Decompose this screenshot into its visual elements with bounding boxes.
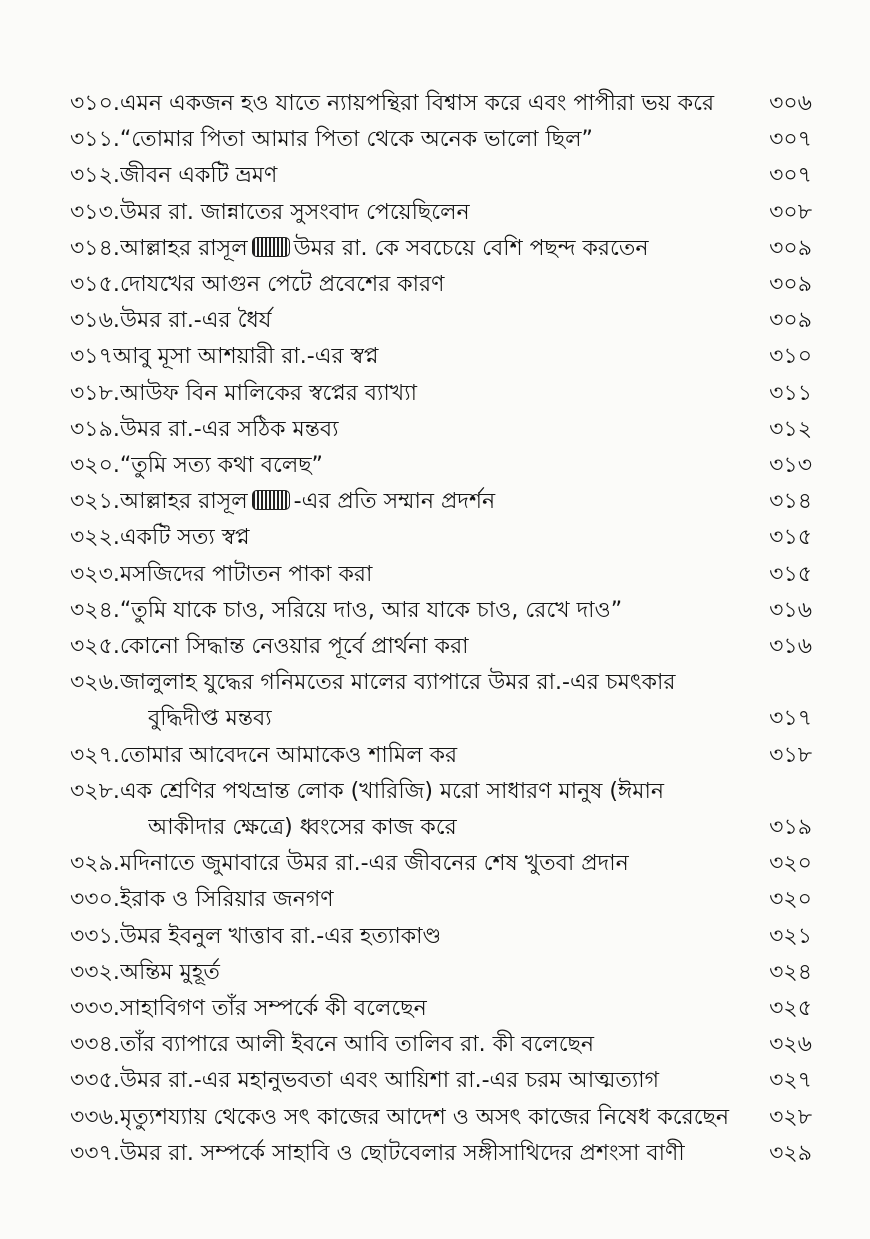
entry-page: ৩২০: [769, 887, 812, 913]
entry-title: আবু মূসা আশয়ারী রা.-এর স্বপ্ন: [112, 344, 379, 370]
entry-number: ৩৩২.: [70, 959, 120, 985]
entry-number: ৩২২.: [70, 525, 120, 551]
entry-page: ৩১৯: [769, 815, 812, 841]
entry-page: ৩০৮: [769, 199, 812, 225]
entry-number: ৩২০.: [70, 453, 120, 479]
entry-title: মৃত্যুশয্যায় থেকেও সৎ কাজের আদেশ ও অসৎ কাজের নিষেধ করেছেন: [119, 1104, 730, 1130]
entry-title: তাঁর ব্যাপারে আলী ইবনে আবি তালিব রা. কী বলেছেন: [119, 1032, 595, 1058]
entry-page: ৩০৭: [769, 127, 812, 153]
entry-title: দোযখের আগুন পেটে প্রবেশের কারণ: [119, 272, 445, 298]
entry-number: ৩২৩.: [70, 561, 120, 587]
entry-page: ৩১২: [769, 416, 812, 442]
toc-entry-322[interactable]: [70, 520, 812, 556]
toc-entry-325[interactable]: [70, 629, 812, 665]
entry-page: ৩১৫: [769, 561, 812, 587]
entry-title: “তুমি যাকে চাও, সরিয়ে দাও, আর যাকে চাও, রেখে দাও”: [119, 597, 623, 623]
toc-entry-334[interactable]: [70, 1027, 812, 1063]
entry-title: উমর রা.-এর ধৈর্য: [119, 308, 272, 334]
entry-page: ৩২৮: [769, 1104, 812, 1130]
entry-title: তোমার আবেদনে আমাকেও শামিল কর: [119, 742, 458, 768]
entry-number: ৩৩১.: [70, 923, 120, 949]
entry-page: ৩২৬: [769, 1032, 812, 1058]
entry-title: মদিনাতে জুমাবারে উমর রা.-এর জীবনের শেষ খুতবা প্রদান: [119, 851, 629, 877]
toc-entry-324[interactable]: [70, 593, 812, 629]
entry-page: ৩১৭: [769, 706, 812, 732]
entry-title: মসজিদের পাটাতন পাকা করা: [119, 561, 373, 587]
entry-title: কোনো সিদ্ধান্ত নেওয়ার পূর্বে প্রার্থনা করা: [119, 634, 469, 660]
toc-entry-314[interactable]: [70, 231, 812, 267]
toc-entry-335[interactable]: [70, 1063, 812, 1099]
toc-entry-310[interactable]: [70, 86, 812, 122]
entry-page: ৩২৪: [769, 959, 812, 985]
entry-title: “তুমি সত্য কথা বলেছ”: [119, 453, 323, 479]
entry-page: ৩০৭: [769, 163, 812, 189]
toc-entry-317[interactable]: [70, 339, 812, 375]
toc-entry-323[interactable]: [70, 557, 812, 593]
entry-number: ৩১৩.: [70, 199, 120, 225]
entry-page: ৩১৫: [769, 525, 812, 551]
entry-number: ৩৩৩.: [70, 996, 120, 1022]
entry-number: ৩১৪.: [70, 235, 120, 261]
entry-page: ৩২১: [769, 923, 812, 949]
entry-page: ৩১৮: [769, 742, 812, 768]
entry-page: ৩১৬: [769, 597, 812, 623]
entry-title: অন্তিম মুহূর্ত: [119, 959, 220, 985]
entry-number: ৩২৮.: [70, 778, 120, 804]
entry-page: ৩২৯: [769, 1140, 812, 1166]
toc-entry-336[interactable]: [70, 1100, 812, 1136]
entry-title: [120, 484, 765, 520]
entry-title: উমর ইবনুল খাত্তাব রা.-এর হত্যাকাণ্ড: [119, 923, 442, 949]
entry-number: ৩১০.: [70, 91, 120, 116]
entry-number: ৩২৬.: [70, 670, 120, 696]
entry-page: ৩০৯: [769, 308, 812, 334]
salawat-calligraphy-icon: [252, 490, 290, 510]
entry-title: “তোমার পিতা আমার পিতা থেকে অনেক ভালো ছিল”: [119, 127, 593, 153]
entry-title-part: -এর প্রতি সম্মান প্রদর্শন: [293, 489, 496, 515]
entry-number: ৩১৭: [70, 344, 113, 370]
entry-number: ৩২৭.: [70, 742, 120, 768]
table-of-contents: [70, 86, 812, 1172]
entry-number: ৩১৮.: [70, 380, 120, 406]
entry-number: ৩২৯.: [70, 851, 120, 877]
entry-page: ৩১৬: [769, 634, 812, 660]
entry-title: আউফ বিন মালিকের স্বপ্নের ব্যাখ্যা: [119, 380, 418, 406]
toc-entry-318[interactable]: [70, 376, 812, 412]
entry-title: [120, 231, 765, 267]
entry-page: ৩১০: [769, 344, 812, 370]
toc-entry-331[interactable]: [70, 919, 812, 955]
entry-number: ৩৩৫.: [70, 1068, 120, 1094]
entry-title: সাহাবিগণ তাঁর সম্পর্কে কী বলেছেন: [119, 996, 427, 1022]
entry-page: ৩১৪: [769, 489, 812, 515]
entry-number: ৩২১.: [70, 489, 120, 515]
entry-title-part: আল্লাহর রাসূল: [119, 489, 248, 515]
entry-title: জীবন একটি ভ্রমণ: [119, 163, 278, 189]
toc-entry-329[interactable]: [70, 846, 812, 882]
entry-title: এমন একজন হও যাতে ন্যায়পন্থিরা বিশ্বাস করে এবং পাপীরা ভয় করে: [119, 91, 715, 116]
entry-number: ৩১৯.: [70, 416, 120, 442]
entry-number: ৩৩৭.: [70, 1140, 120, 1166]
entry-title: উমর রা. সম্পর্কে সাহাবি ও ছোটবেলার সঙ্গীসাথিদের প্রশংসা বাণী: [119, 1140, 685, 1166]
entry-number: ৩১৬.: [70, 308, 120, 334]
entry-title-continued: আকীদার ক্ষেত্রে) ধ্বংসের কাজ করে: [148, 815, 457, 841]
entry-number: ৩১২.: [70, 163, 120, 189]
salawat-calligraphy-icon: [252, 237, 290, 257]
toc-entry-312[interactable]: [70, 158, 812, 194]
entry-title: উমর রা.-এর সঠিক মন্তব্য: [119, 416, 339, 442]
entry-title-part: আল্লাহর রাসূল: [119, 235, 248, 261]
entry-number: ৩১১.: [70, 127, 120, 153]
entry-page: ৩২৭: [769, 1068, 812, 1094]
entry-number: ৩১৫.: [70, 272, 120, 298]
toc-entry-337[interactable]: [70, 1136, 812, 1172]
entry-number: ৩৩৪.: [70, 1032, 120, 1058]
toc-entry-315[interactable]: [70, 267, 812, 303]
toc-entry-327[interactable]: [70, 738, 812, 774]
entry-page: ৩১১: [769, 380, 812, 406]
entry-title: একটি সত্য স্বপ্ন: [119, 525, 250, 551]
toc-entry-332[interactable]: [70, 955, 812, 991]
entry-title-continued: বুদ্ধিদীপ্ত মন্তব্য: [148, 706, 272, 732]
toc-entry-328[interactable]: [70, 774, 812, 846]
entry-number: ৩২৫.: [70, 634, 120, 660]
toc-entry-326[interactable]: [70, 665, 812, 737]
entry-title: উমর রা. জান্নাতের সুসংবাদ পেয়েছিলেন: [119, 199, 470, 225]
entry-page: ৩১৩: [769, 453, 812, 479]
entry-title: জালুলাহ যুদ্ধের গনিমতের মালের ব্যাপারে উমর রা.-এর চমৎকার: [119, 670, 676, 696]
entry-title: ইরাক ও সিরিয়ার জনগণ: [119, 887, 334, 913]
toc-entry-316[interactable]: [70, 303, 812, 339]
toc-entry-330[interactable]: [70, 882, 812, 918]
toc-entry-333[interactable]: [70, 991, 812, 1027]
toc-entry-311[interactable]: [70, 122, 812, 158]
entry-page: ৩২৫: [769, 996, 812, 1022]
toc-entry-313[interactable]: [70, 195, 812, 231]
entry-page: ৩২০: [769, 851, 812, 877]
entry-title: উমর রা.-এর মহানুভবতা এবং আয়িশা রা.-এর চরম আত্মত্যাগ: [119, 1068, 660, 1094]
toc-entry-321[interactable]: [70, 484, 812, 520]
toc-entry-319[interactable]: [70, 412, 812, 448]
entry-number: ৩৩৬.: [70, 1104, 120, 1130]
entry-title: এক শ্রেণির পথভ্রান্ত লোক (খারিজি) মরো সাধারণ মানুষ (ঈমান: [119, 778, 665, 804]
toc-entry-320[interactable]: [70, 448, 812, 484]
entry-number: ৩৩০.: [70, 887, 120, 913]
entry-page: ৩০৯: [769, 272, 812, 298]
entry-page: ৩০৯: [769, 235, 812, 261]
entry-number: ৩২৪.: [70, 597, 120, 623]
entry-title-part: উমর রা. কে সবচেয়ে বেশি পছন্দ করতেন: [293, 235, 649, 261]
entry-page: ৩০৬: [769, 91, 812, 116]
